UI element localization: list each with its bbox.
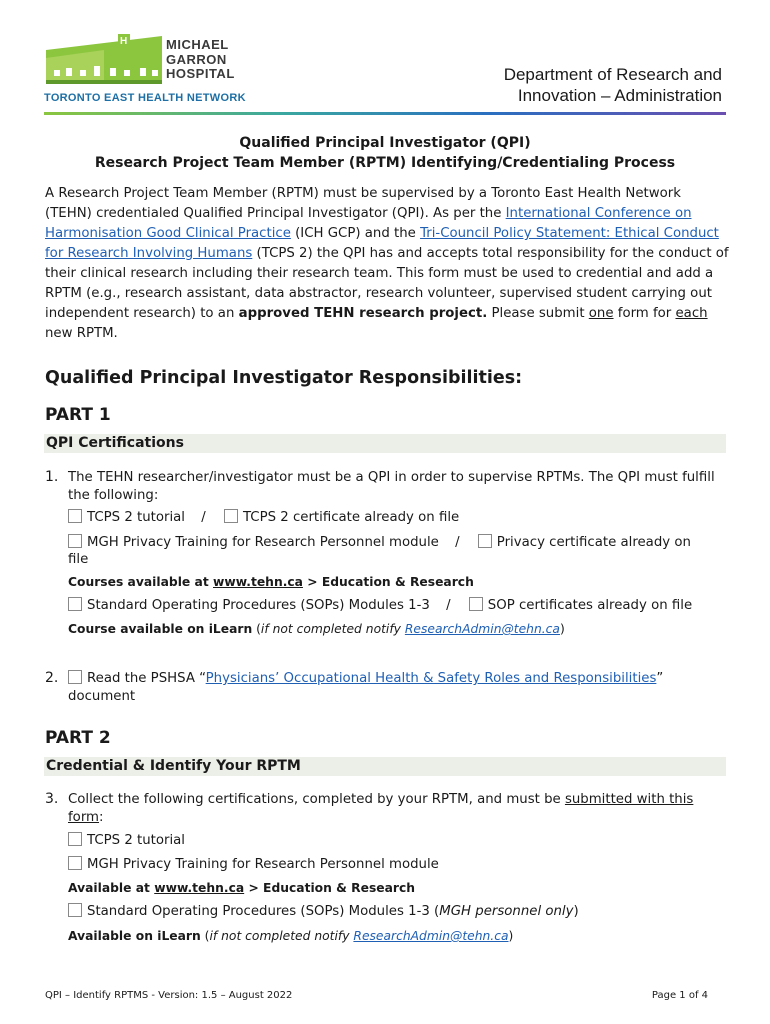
- logo-hospital-name: MICHAEL GARRON HOSPITAL: [166, 37, 235, 81]
- item3-number: 3.: [45, 791, 59, 807]
- p2-tcps-tutorial-checkbox[interactable]: [68, 832, 82, 846]
- ich-gcp-link[interactable]: International Conference on Harmonisation Good Clinical Practice: [45, 206, 692, 241]
- p2-research-admin-email-link[interactable]: ResearchAdmin@tehn.ca: [353, 929, 509, 943]
- responsibilities-heading: Qualified Principal Investigator Responsibilities:: [45, 368, 523, 388]
- courses-available-line: Courses available at www.tehn.ca > Education & Research: [68, 575, 474, 589]
- part2-section-bar: Credential & Identify Your RPTM: [44, 757, 726, 776]
- logo-network-name: TORONTO EAST HEALTH NETWORK: [44, 92, 246, 104]
- mgh-privacy-checkbox[interactable]: [68, 534, 82, 548]
- row-p2-tcps: TCPS 2 tutorial: [68, 832, 185, 850]
- p2-ilearn-line: Available on iLearn (if not completed notify ResearchAdmin@tehn.ca): [68, 929, 514, 943]
- intro-paragraph: A Research Project Team Member (RPTM) must be supervised by a Toronto East Health Network (TEHN) credentialed Qualified Principal Investigator (QPI). As per the International Conference on Harmonisation Good Clinical Practice (ICH GCP) and the Tri-Council Policy Statement: Ethical Conduct for Research Involving Humans (TCPS 2) the QPI has and accepts total responsibility for the conduct of their clinical research including their research team. This form must be used to credential and add a RPTM (e.g., research assistant, data abstractor, research volunteer, supervised student carrying out independent research) to an approved TEHN research project. Please submit one form for each new RPTM.: [45, 186, 729, 341]
- p2-tehn-link[interactable]: www.tehn.ca: [154, 881, 245, 895]
- footer-page-number: Page 1 of 4: [651, 990, 708, 1001]
- svg-text:H: H: [120, 36, 128, 47]
- p2-sop-checkbox[interactable]: [68, 903, 82, 917]
- tcps2-link[interactable]: Tri-Council Policy Statement: Ethical Conduct for Research Involving Humans: [45, 226, 719, 261]
- item1-text: The TEHN researcher/investigator must be a QPI in order to supervise RPTMs. The QPI must fulfill the following:: [68, 470, 715, 503]
- privacy-cert-wrap: file: [68, 552, 89, 567]
- item1-number: 1.: [45, 469, 59, 485]
- footer-version: QPI – Identify RPTMS - Version: 1.5 – August 2022: [45, 990, 293, 1001]
- row-sop: Standard Operating Procedures (SOPs) Modules 1-3 / SOP certificates already on file: [68, 597, 692, 615]
- item2-text-line2: document: [68, 689, 136, 704]
- form-title: Qualified Principal Investigator (QPI) Research Project Team Member (RPTM) Identifying/Credentialing Process: [94, 135, 676, 171]
- row-privacy: MGH Privacy Training for Research Personnel module / Privacy certificate already on: [68, 534, 691, 552]
- ilearn-line: Course available on iLearn (if not completed notify ResearchAdmin@tehn.ca): [68, 622, 565, 636]
- row-p2-privacy: MGH Privacy Training for Research Personnel module: [68, 856, 439, 874]
- tcps-tutorial-checkbox[interactable]: [68, 509, 82, 523]
- item2-text: Read the PSHSA “Physicians’ Occupational Health & Safety Roles and Responsibilities”: [68, 670, 663, 688]
- privacy-cert-checkbox[interactable]: [478, 534, 492, 548]
- row-p2-sop: Standard Operating Procedures (SOPs) Modules 1-3 (MGH personnel only): [68, 903, 579, 921]
- pshsa-checkbox[interactable]: [68, 670, 82, 684]
- tehn-link[interactable]: www.tehn.ca: [213, 575, 303, 589]
- p2-mgh-privacy-checkbox[interactable]: [68, 856, 82, 870]
- sop-cert-checkbox[interactable]: [469, 597, 483, 611]
- research-admin-email-link[interactable]: ResearchAdmin@tehn.ca: [404, 622, 560, 636]
- part1-heading: PART 1: [45, 405, 111, 425]
- department-title: Department of Research and Innovation – Administration: [503, 65, 722, 105]
- item2-number: 2.: [45, 670, 59, 686]
- part2-heading: PART 2: [45, 728, 111, 748]
- item3-text: Collect the following certifications, completed by your RPTM, and must be submitted with this form:: [68, 792, 694, 825]
- pshsa-document-link[interactable]: Physicians’ Occupational Health & Safety Roles and Responsibilities: [205, 671, 657, 686]
- p2-available-line: Available at www.tehn.ca > Education & Research: [68, 881, 416, 895]
- part1-section-bar: QPI Certifications: [44, 434, 726, 453]
- header-color-rule: [44, 112, 726, 115]
- row-tcps: TCPS 2 tutorial / TCPS 2 certificate already on file: [68, 509, 459, 527]
- sop-checkbox[interactable]: [68, 597, 82, 611]
- tcps-cert-checkbox[interactable]: [224, 509, 238, 523]
